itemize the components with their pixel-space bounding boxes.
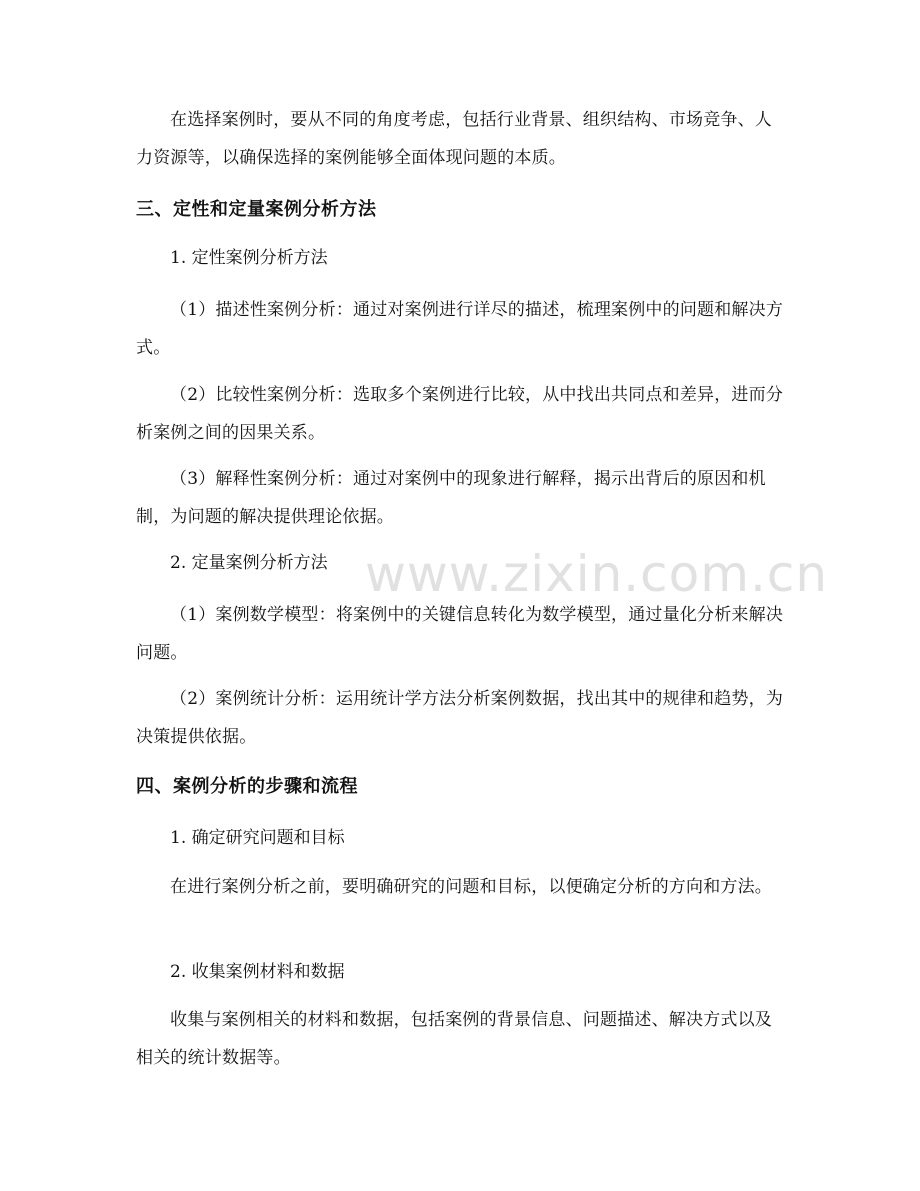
paragraph-define-problem: 在进行案例分析之前，要明确研究的问题和目标，以便确定分析的方向和方法。 (170, 877, 772, 897)
item-descriptive-analysis: （1）描述性案例分析：通过对案例进行详尽的描述，梳理案例中的问题和解决方式。 (136, 300, 784, 358)
subheading-define-problem: 1. 确定研究问题和目标 (170, 828, 345, 848)
intro-paragraph: 在选择案例时，要从不同的角度考虑，包括行业背景、组织结构、市场竞争、人力资源等，以确保选择的案例能够全面体现问题的本质。 (136, 110, 772, 168)
section-heading-4: 四、案例分析的步骤和流程 (136, 776, 358, 797)
item-math-model: （1）案例数学模型：将案例中的关键信息转化为数学模型，通过量化分析来解决问题。 (136, 605, 784, 663)
item-statistical-analysis: （2）案例统计分析：运用统计学方法分析案例数据，找出其中的规律和趋势，为决策提供依据。 (136, 689, 784, 747)
subheading-qualitative: 1. 定性案例分析方法 (170, 248, 328, 268)
watermark: www.zixin.com.cn (365, 545, 829, 603)
item-comparative-analysis: （2）比较性案例分析：选取多个案例进行比较，从中找出共同点和差异，进而分析案例之间的因果关系。 (136, 385, 784, 443)
section-heading-3: 三、定性和定量案例分析方法 (136, 199, 377, 220)
item-explanatory-analysis: （3）解释性案例分析：通过对案例中的现象进行解释，揭示出背后的原因和机制，为问题的解决提供理论依据。 (136, 469, 766, 527)
subheading-quantitative: 2. 定量案例分析方法 (170, 553, 328, 573)
subheading-collect-data: 2. 收集案例材料和数据 (170, 962, 345, 982)
paragraph-collect-data: 收集与案例相关的材料和数据，包括案例的背景信息、问题描述、解决方式以及相关的统计数据等。 (136, 1010, 772, 1068)
